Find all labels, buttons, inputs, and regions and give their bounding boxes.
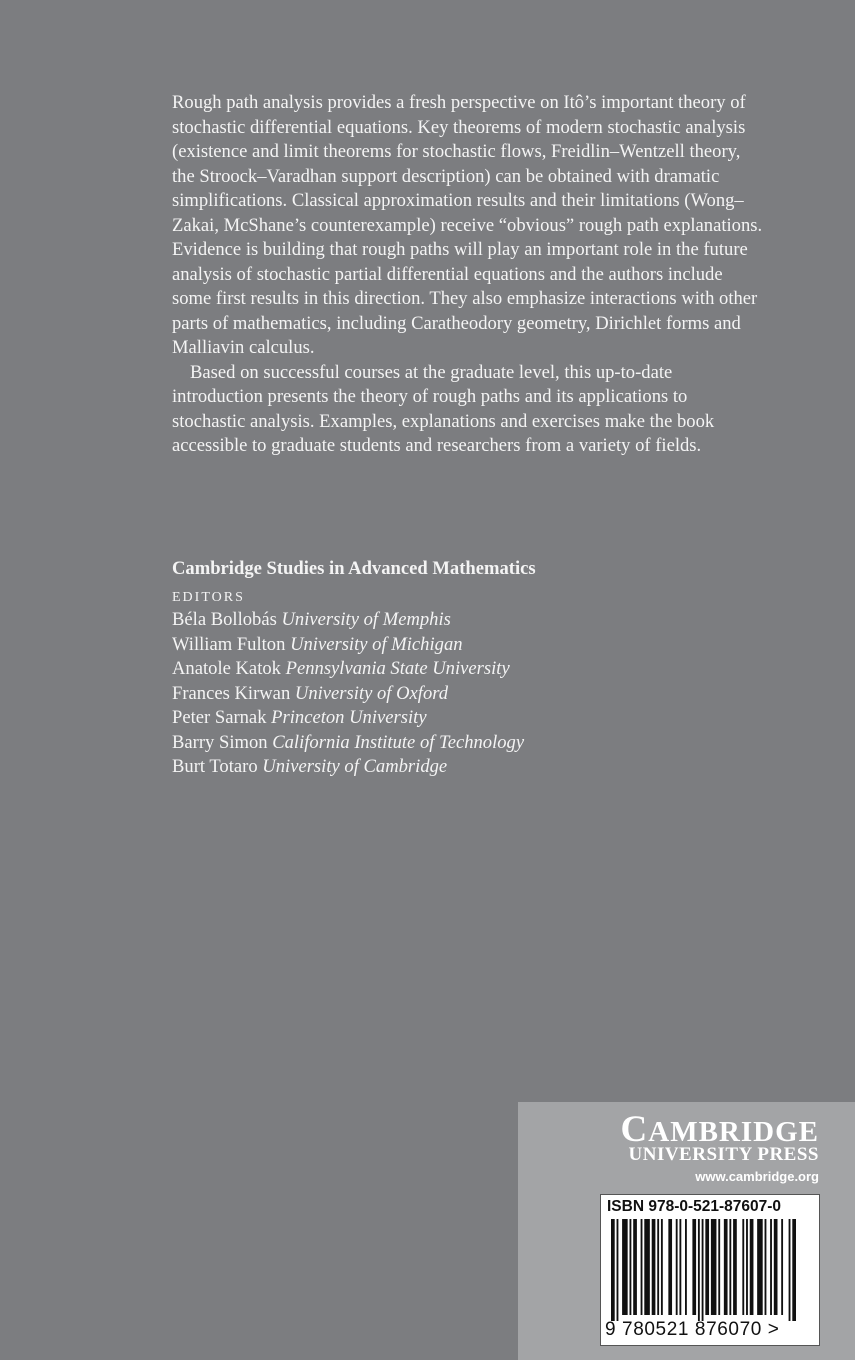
back-cover-blurb	[172, 91, 764, 459]
editors-list	[172, 608, 772, 780]
editor-entry	[172, 682, 772, 707]
editors-heading: EDITORS	[172, 590, 245, 605]
barcode-bar	[724, 1219, 728, 1315]
editor-affiliation: Pennsylvania State University	[285, 658, 510, 679]
barcode-bar	[711, 1219, 717, 1315]
editor-entry	[172, 731, 772, 756]
barcode-bar	[676, 1219, 678, 1315]
barcode-bar	[770, 1219, 772, 1315]
editor-affiliation: California Institute of Technology	[272, 731, 525, 753]
blurb-paragraph-1: Rough path analysis provides a fresh perspective on Itô’s important theory of stochastic differential equations. Key theorems of modern stochastic analysis (existence and limit theorems for stochastic flows, Freidlin–Wentzell theory, the Stroock–Varadhan support description) can be obtained with dramatic simplifications. Classical approximation results and their limitations (Wong–Zakai, McShane’s counterexample) receive “obvious” rough path explanations. Evidence is building that rough paths will play an important role in the future analysis of stochastic partial differential equations and the authors include some first results in this direction. They also emphasize interactions with other parts of mathematics, including Caratheodory geometry, Dirichlet forms and Malliavin calculus.	[172, 92, 763, 358]
barcode-bar	[611, 1219, 615, 1321]
barcode-bar	[757, 1219, 763, 1315]
editor-entry	[172, 657, 772, 682]
publisher-logo-initial: C	[620, 1109, 649, 1150]
barcode-bar	[630, 1219, 632, 1315]
editor-entry	[172, 633, 772, 658]
series-title: Cambridge Studies in Advanced Mathematics	[172, 558, 536, 579]
barcode-bar	[668, 1219, 672, 1315]
editor-name: Peter Sarnak	[172, 707, 267, 728]
editor-name: Anatole Katok	[172, 658, 281, 679]
barcode-bar	[652, 1219, 656, 1315]
publisher-box	[518, 1102, 855, 1360]
editor-entry	[172, 706, 772, 731]
barcode-bar	[702, 1219, 704, 1321]
barcode-bar	[718, 1219, 720, 1315]
barcode-bar	[661, 1219, 663, 1315]
editor-affiliation: University of Oxford	[294, 682, 449, 704]
barcode-bar	[789, 1219, 791, 1321]
barcode-bar	[657, 1219, 659, 1315]
barcode-bar	[792, 1219, 796, 1321]
barcode-bar	[729, 1219, 731, 1315]
barcode-bar	[644, 1219, 650, 1315]
isbn-barcode	[600, 1194, 820, 1346]
barcode-bar	[781, 1219, 783, 1315]
blurb-paragraph-2: Based on successful courses at the graduate level, this up-to-date introduction presents the theory of rough paths and its applications to stochastic analysis. Examples, explanations and exercises make the book accessible to graduate students and researchers from a variety of fields.	[172, 361, 715, 456]
barcode-bar	[617, 1219, 619, 1321]
publisher-url: www.cambridge.org	[695, 1169, 819, 1184]
barcode-bar	[750, 1219, 754, 1315]
editor-affiliation: University of Cambridge	[262, 756, 448, 777]
editor-name: Béla Bollobás	[172, 609, 277, 630]
editor-entry	[172, 755, 772, 780]
editor-entry	[172, 608, 772, 633]
editor-affiliation: University of Memphis	[281, 609, 451, 630]
editor-name: Barry Simon	[172, 731, 268, 753]
barcode-bar	[622, 1219, 628, 1315]
publisher-logo-rest: AMBRIDGE	[648, 1116, 819, 1148]
barcode-bar	[742, 1219, 744, 1315]
barcode-bar	[774, 1219, 778, 1315]
series-info	[172, 556, 772, 780]
barcode-bar	[641, 1219, 643, 1315]
barcode-bar	[685, 1219, 687, 1315]
isbn-label: ISBN 978-0-521-87607-0	[607, 1198, 782, 1215]
barcode-bar	[705, 1219, 709, 1315]
editor-affiliation: University of Michigan	[290, 633, 463, 655]
barcode-bar	[692, 1219, 696, 1315]
barcode-digits: 9 780521 876070 >	[605, 1319, 780, 1340]
barcode-bar	[746, 1219, 748, 1315]
editor-name: William Fulton	[172, 633, 286, 655]
editor-affiliation: Princeton University	[271, 707, 427, 728]
barcode-bars	[611, 1219, 809, 1321]
editor-name: Frances Kirwan	[172, 682, 291, 704]
barcode-bar	[633, 1219, 637, 1315]
barcode-bar	[698, 1219, 700, 1321]
editor-name: Burt Totaro	[172, 756, 258, 777]
barcode-bar	[765, 1219, 767, 1315]
barcode-bar	[679, 1219, 681, 1315]
barcode-bar	[733, 1219, 737, 1315]
publisher-press-name: UNIVERSITY PRESS	[628, 1144, 819, 1165]
